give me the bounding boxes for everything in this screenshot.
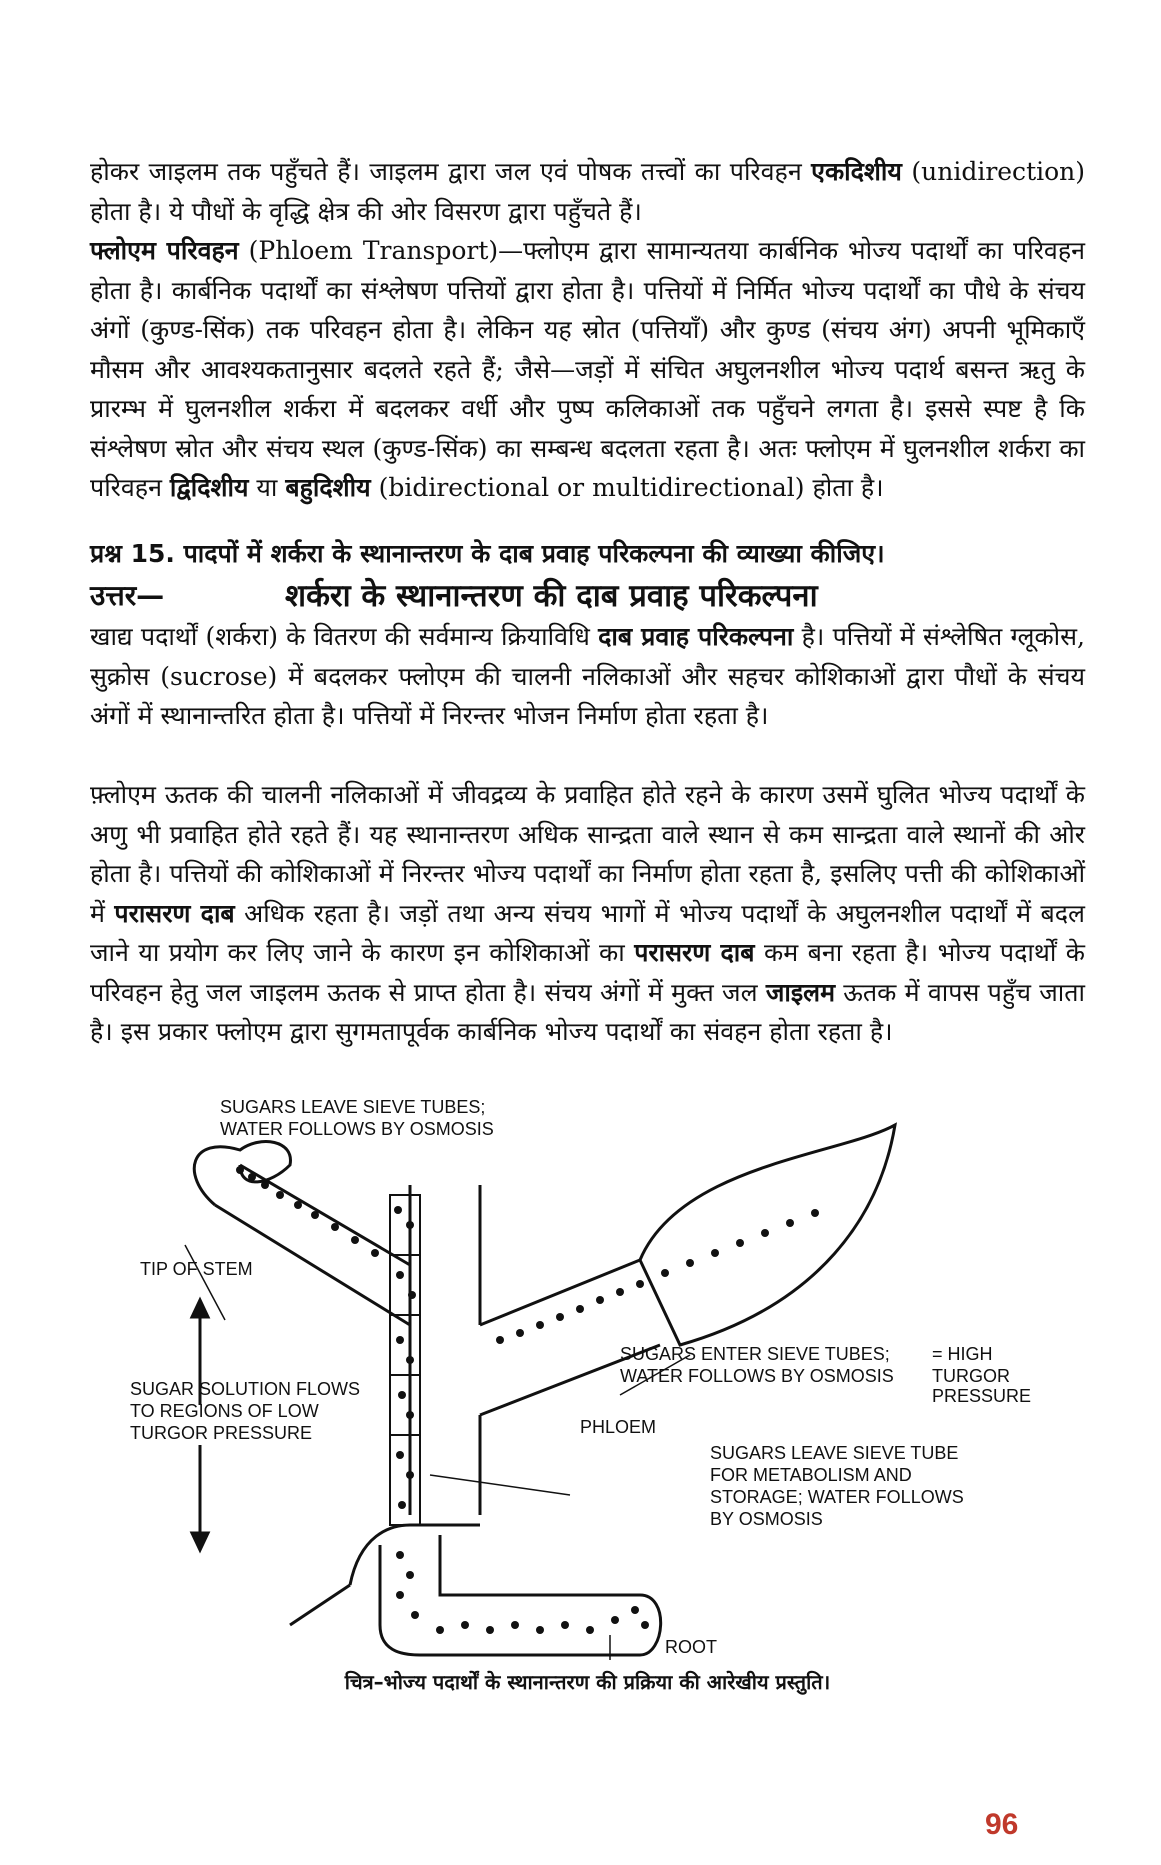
label-phloem: PHLOEM <box>580 1417 657 1437</box>
phloem-text-1: (Phloem Transport)—फ्लोएम द्वारा सामान्यतया कार्बनिक भोज्य पदार्थों का परिवहन होता है। कार्बनिक पदार्थों का संश्लेषण पत्तियों द्वारा होता है। पत्तियों में निर्मित भोज्य पदार्थों का पौधे के संचय अंगों (कुण्ड-सिंक) तक परिवहन होता है। लेकिन यह स्रोत (पत्तियाँ) और कुण्ड (संचय अंग) अपनी भूमिकाएँ मौसम और आवश्यकतानुसार बदलते रहते हैं; जैसे—जड़ों में संचित अघुलनशील भोज्य पदार्थ बसन्त ऋतु के प्रारम्भ में घुलनशील शर्करा में बदलकर वर्धी और पुष्प कलिकाओं तक पहुँचने लगता है। इससे स्पष्ट है कि संश्लेषण स्रोत और संचय स्थल (कुण्ड-सिंक) का सम्बन्ध बदलता रहता है। अतः फ्लोएम में घुलनशील शर्करा का परिवहन <box>90 236 1085 502</box>
intro-text-1: होकर जाइलम तक पहुँचते हैं। जाइलम द्वारा जल एवं पोषक तत्त्वों का परिवहन <box>90 157 812 186</box>
label-sugars-enter-2: WATER FOLLOWS BY OSMOSIS <box>620 1366 894 1386</box>
label-high-2: TURGOR <box>932 1366 1010 1386</box>
answer-label: उत्तर— <box>90 579 165 612</box>
answer2-text-1: फ़्लोएम ऊतक की चालनी नलिकाओं में जीवद्रव्य के प्रवाहित होते रहने के कारण उसमें घुलित भोज्य पदार्थों के अणु भी प्रवाहित होते रहते हैं। यह स्थानान्तरण अधिक सान्द्रता वाले स्थान से कम सान्द्रता वाले स्थानों की ओर होता है। पत्तियों की कोशिकाओं में निरन्तर भोज्य पदार्थों का निर्माण होता रहता है, इसलिए पत्ती की कोशिकाओं में <box>90 780 1085 928</box>
label-sugars-leave-4: BY OSMOSIS <box>710 1509 823 1529</box>
answer2-bold-osmotic-2: परासरण दाब <box>634 938 755 967</box>
label-sugars-leave-top-1: SUGARS LEAVE SIEVE TUBES; <box>220 1097 486 1117</box>
label-sugars-leave-1: SUGARS LEAVE SIEVE TUBE <box>710 1443 959 1463</box>
answer2-text-4: ऊतक में वापस पहुँच जाता है। इस प्रकार फ्लोएम द्वारा सुगमतापूर्वक कार्बनिक भोज्य पदार्थों का संवहन होता रहता है। <box>90 977 1085 1046</box>
label-flow-3: TURGOR PRESSURE <box>130 1423 313 1443</box>
label-tip-of-stem: TIP OF STEM <box>140 1259 253 1279</box>
sieve-plates <box>390 1255 420 1435</box>
answer2-text-2: अधिक रहता है। जड़ों तथा अन्य संचय भागों में भोज्य पदार्थों के अघुलनशील पदार्थों में बदल जाने या प्रयोग कर लिए जाने के कारण इन कोशिकाओं का <box>90 898 1085 967</box>
phloem-pressure-flow-diagram <box>120 1095 1050 1665</box>
label-sugars-enter-1: SUGARS ENTER SIEVE TUBES; <box>620 1344 890 1364</box>
sugar-molecules <box>236 1166 819 1634</box>
phloem-text-2: या <box>248 473 286 502</box>
answer-paragraph-1 <box>90 617 1085 736</box>
phloem-bold-bidirectional: द्विदिशीय <box>169 473 249 502</box>
leader-lines <box>185 1245 690 1660</box>
label-sugars-leave-top-2: WATER FOLLOWS BY OSMOSIS <box>220 1119 494 1139</box>
question-15: प्रश्न 15. पादपों में शर्करा के स्थानान्तरण के दाब प्रवाह परिकल्पना की व्याख्या कीजिए। <box>90 539 885 568</box>
label-sugars-leave-2: FOR METABOLISM AND <box>710 1465 912 1485</box>
phloem-bold-multidirectional: बहुदिशीय <box>285 473 371 502</box>
phloem-transport-paragraph <box>90 231 1085 508</box>
label-high-3: PRESSURE <box>932 1386 1032 1406</box>
label-flow-2: TO REGIONS OF LOW <box>130 1401 319 1421</box>
phloem-text-3: (bidirectional or multidirectional) होता है। <box>370 473 884 502</box>
label-high-1: = HIGH <box>932 1344 993 1364</box>
answer-paragraph-2 <box>90 775 1085 1052</box>
answer-heading: शर्करा के स्थानान्तरण की दाब प्रवाह परिकल्पना <box>285 578 818 614</box>
page-number: 96 <box>985 1808 1019 1841</box>
root-outline <box>380 1535 661 1655</box>
answer2-text-3: कम बना रहता है। भोज्य पदार्थों के परिवहन हेतु जल जाइलम ऊतक से प्राप्त होता है। संचय अंगों में मुक्त जल <box>90 938 1085 1007</box>
intro-paragraph <box>90 152 1085 231</box>
phloem-sieve-tube <box>390 1195 420 1525</box>
label-sugars-leave-3: STORAGE; WATER FOLLOWS <box>710 1487 964 1507</box>
answer1-text-1: खाद्य पदार्थों (शर्करा) के वितरण की सर्वमान्य क्रियाविधि <box>90 622 599 651</box>
intro-text-2: (unidirection) होता है। ये पौधों के वृद्धि क्षेत्र की ओर विसरण द्वारा पहुँचते हैं। <box>90 157 1086 226</box>
answer1-text-2: है। पत्तियों में संश्लेषित ग्लूकोस, सुक्रोस (sucrose) में बदलकर फ्लोएम की चालनी नलिकाओं और सहचर कोशिकाओं द्वारा पौधों के संचय अंगों में स्थानान्तरित होता है। पत्तियों में निरन्तर भोजन निर्माण होता रहता है। <box>90 622 1085 730</box>
figure-caption: चित्र–भोज्य पदार्थों के स्थानान्तरण की प्रक्रिया की आरेखीय प्रस्तुति। <box>344 1670 831 1694</box>
lower-stem-top <box>350 1525 480 1585</box>
intro-bold-term: एकदिशीय <box>811 157 902 186</box>
phloem-transport-title: फ्लोएम परिवहन <box>90 236 239 265</box>
answer1-bold-hypothesis: दाब प्रवाह परिकल्पना <box>598 622 794 651</box>
answer2-bold-osmotic-1: परासरण दाब <box>114 898 235 928</box>
label-flow-1: SUGAR SOLUTION FLOWS <box>130 1379 361 1399</box>
answer2-bold-xylem: जाइलम <box>765 977 836 1007</box>
label-root: ROOT <box>665 1637 717 1657</box>
root-lower-left <box>290 1585 350 1625</box>
